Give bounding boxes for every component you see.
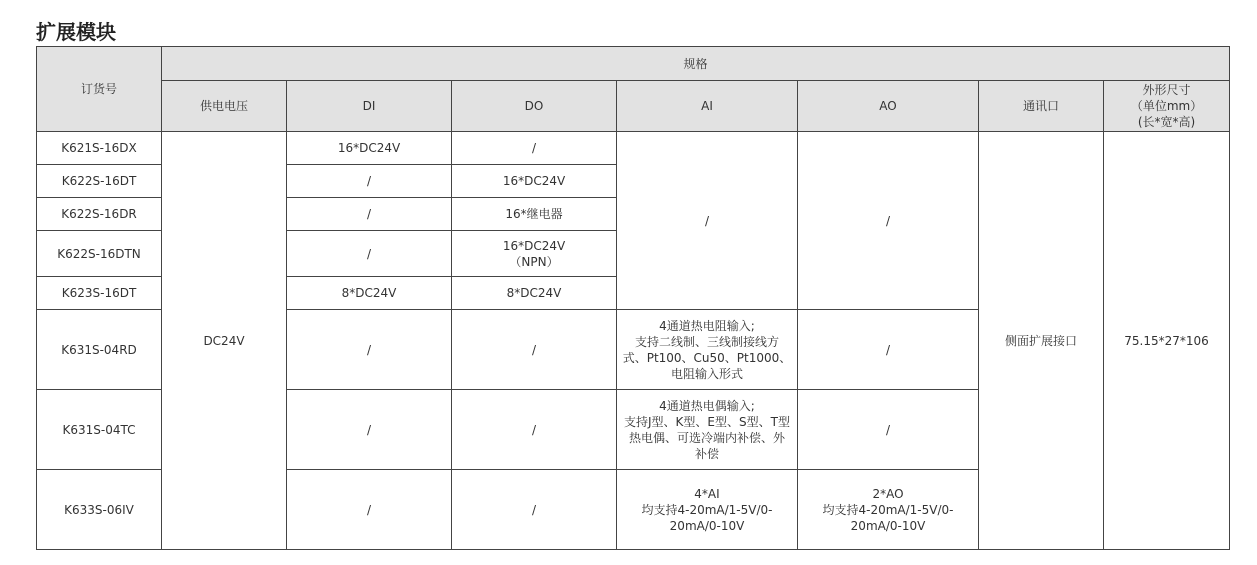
- do-cell: /: [452, 390, 617, 470]
- size-cell: 75.15*27*106: [1104, 132, 1230, 550]
- ai-cell: 4*AI 均支持4-20mA/1-5V/0- 20mA/0-10V: [617, 470, 798, 550]
- ai-group-cell: /: [617, 132, 798, 310]
- di-cell: 8*DC24V: [287, 277, 452, 310]
- header-comm: 通讯口: [979, 81, 1104, 132]
- do-cell: 8*DC24V: [452, 277, 617, 310]
- do-cell: /: [452, 310, 617, 390]
- di-cell: 16*DC24V: [287, 132, 452, 165]
- header-row-top: [37, 47, 1230, 81]
- di-cell: /: [287, 165, 452, 198]
- order-no-cell: K621S-16DX: [37, 132, 162, 165]
- do-cell: /: [452, 132, 617, 165]
- do-cell: /: [452, 470, 617, 550]
- di-cell: /: [287, 470, 452, 550]
- comm-cell: 侧面扩展接口: [979, 132, 1104, 550]
- header-power: 供电电压: [162, 81, 287, 132]
- ao-cell: /: [798, 310, 979, 390]
- header-row-sub: [37, 81, 1230, 132]
- header-order-no: 订货号: [37, 47, 162, 132]
- order-no-cell: K622S-16DR: [37, 198, 162, 231]
- di-cell: /: [287, 231, 452, 277]
- header-ai: AI: [617, 81, 798, 132]
- di-cell: /: [287, 198, 452, 231]
- order-no-cell: K631S-04RD: [37, 310, 162, 390]
- do-cell: 16*DC24V （NPN）: [452, 231, 617, 277]
- header-di: DI: [287, 81, 452, 132]
- ai-cell: 4通道热电阻输入; 支持二线制、三线制接线方 式、Pt100、Cu50、Pt1000、 电阻输入形式: [617, 310, 798, 390]
- header-ao: AO: [798, 81, 979, 132]
- di-cell: /: [287, 310, 452, 390]
- ao-group-cell: /: [798, 132, 979, 310]
- page-title: 扩展模块: [36, 20, 116, 44]
- order-no-cell: K631S-04TC: [37, 390, 162, 470]
- ai-cell: 4通道热电偶输入; 支持J型、K型、E型、S型、T型 热电偶、可选冷端内补偿、外 补偿: [617, 390, 798, 470]
- header-spec: 规格: [162, 47, 1230, 81]
- table-row: [37, 132, 1230, 165]
- header-do: DO: [452, 81, 617, 132]
- order-no-cell: K633S-06IV: [37, 470, 162, 550]
- do-cell: 16*继电器: [452, 198, 617, 231]
- ao-cell: 2*AO 均支持4-20mA/1-5V/0- 20mA/0-10V: [798, 470, 979, 550]
- ao-cell: /: [798, 390, 979, 470]
- order-no-cell: K622S-16DTN: [37, 231, 162, 277]
- order-no-cell: K623S-16DT: [37, 277, 162, 310]
- do-cell: 16*DC24V: [452, 165, 617, 198]
- power-cell: DC24V: [162, 132, 287, 550]
- order-no-cell: K622S-16DT: [37, 165, 162, 198]
- di-cell: /: [287, 390, 452, 470]
- expansion-module-table: [36, 46, 1230, 550]
- header-size: 外形尺寸 （单位mm） (长*宽*高): [1104, 81, 1230, 132]
